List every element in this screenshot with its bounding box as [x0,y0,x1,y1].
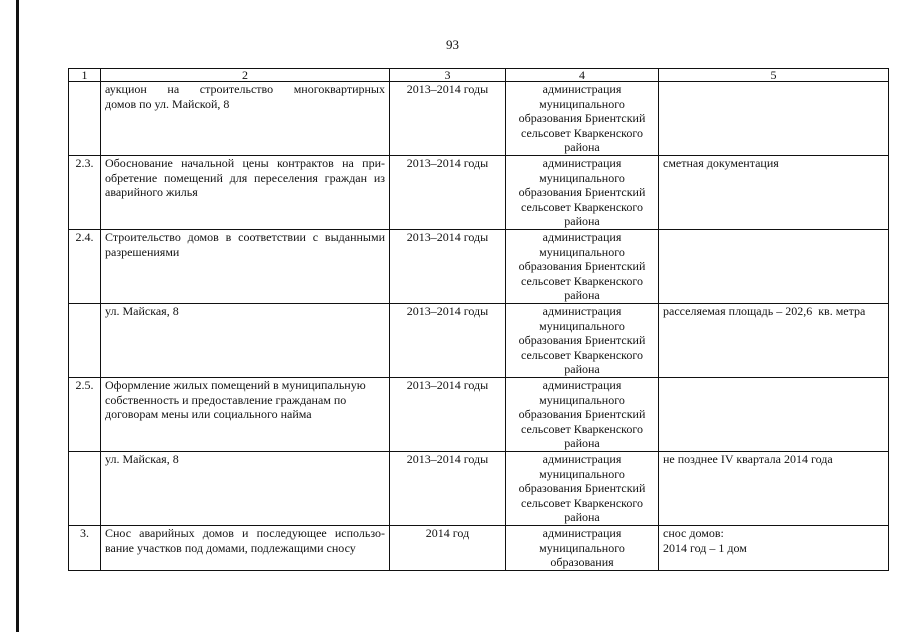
period-cell: 2013–2014 годы [390,156,506,230]
table-row [69,156,889,230]
table-row [69,526,889,571]
result-cell: снос домов: 2014 год – 1 дом [659,526,889,571]
column-header: 5 [659,69,889,82]
executor-cell: администрация муниципального образования Бриентский сельсовет Кваркенского района [506,378,659,452]
result-cell: расселяемая площадь – 202,6 кв. метра [659,304,889,378]
row-number [69,82,101,156]
period-cell: 2014 год [390,526,506,571]
activity-description: аукцион на строительство многоквартирных домов по ул. Майской, 8 [101,82,390,156]
result-cell [659,82,889,156]
activity-description: Снос аварийных домов и последующее использо- вание участков под домами, подлежащими сносу [101,526,390,571]
row-number: 3. [69,526,101,571]
period-cell: 2013–2014 годы [390,82,506,156]
activity-description: Строительство домов в соответствии с выданными разрешениями [101,230,390,304]
table-row [69,452,889,526]
result-cell: не позднее IV квартала 2014 года [659,452,889,526]
table-row [69,304,889,378]
activity-description: Обоснование начальной цены контрактов на при- обретение помещений для переселения граждан из аварийного жилья [101,156,390,230]
table-row [69,230,889,304]
column-header: 1 [69,69,101,82]
period-cell: 2013–2014 годы [390,304,506,378]
result-cell: сметная документация [659,156,889,230]
executor-cell: администрация муниципального образования Бриентский сельсовет Кваркенского района [506,156,659,230]
row-number: 2.4. [69,230,101,304]
activity-description: ул. Майская, 8 [101,452,390,526]
executor-cell: администрация муниципального образования Бриентский сельсовет Кваркенского района [506,452,659,526]
row-number [69,452,101,526]
page-number: 93 [446,37,459,52]
table-header-row [69,69,889,82]
executor-cell: администрация муниципального образования [506,526,659,571]
executor-cell: администрация муниципального образования Бриентский сельсовет Кваркенского района [506,82,659,156]
program-activities-table [68,68,889,571]
table-row [69,82,889,156]
executor-cell: администрация муниципального образования Бриентский сельсовет Кваркенского района [506,230,659,304]
column-header: 4 [506,69,659,82]
column-header: 3 [390,69,506,82]
column-header: 2 [101,69,390,82]
row-number: 2.5. [69,378,101,452]
result-cell [659,378,889,452]
period-cell: 2013–2014 годы [390,378,506,452]
activity-description: ул. Майская, 8 [101,304,390,378]
executor-cell: администрация муниципального образования Бриентский сельсовет Кваркенского района [506,304,659,378]
row-number: 2.3. [69,156,101,230]
table-row [69,378,889,452]
result-cell [659,230,889,304]
activity-description: Оформление жилых помещений в муниципальную собственность и предоставление гражданам по договорам мены или социального найма [101,378,390,452]
period-cell: 2013–2014 годы [390,452,506,526]
period-cell: 2013–2014 годы [390,230,506,304]
row-number [69,304,101,378]
left-margin-rule [16,0,19,632]
